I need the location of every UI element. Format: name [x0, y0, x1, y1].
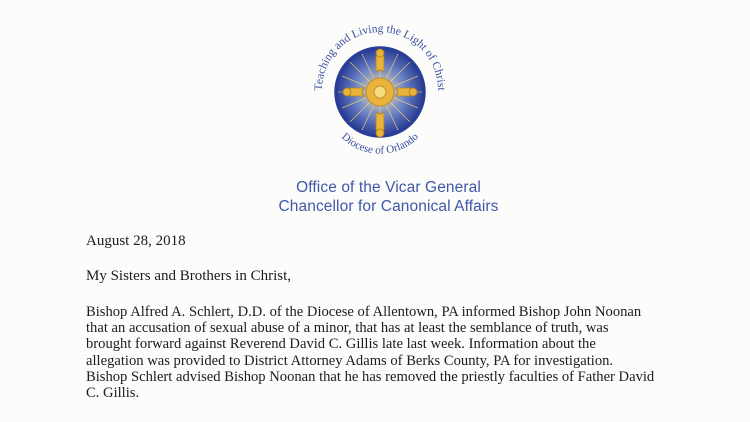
- seal-name: Diocese of Orlando: [339, 130, 421, 157]
- letterhead-chancellor: Chancellor for Canonical Affairs: [278, 198, 499, 215]
- diocese-seal-logo: [300, 8, 460, 168]
- paragraph-line: Bishop Alfred A. Schlert, D.D. of the Diocese of Allentown, PA informed Bishop John Noonan: [86, 304, 642, 320]
- letterhead-office: Office of the Vicar General: [296, 179, 481, 196]
- paragraph-line: that an accusation of sexual abuse of a minor, that has at least the semblance of truth, was: [86, 320, 609, 337]
- letterhead: [0, 178, 750, 216]
- letter-salutation: My Sisters and Brothers in Christ,: [86, 268, 291, 284]
- paragraph-line: Bishop Schlert advised Bishop Noonan that he has removed the priestly faculties of Father David: [86, 368, 655, 385]
- paragraph-line: C. Gillis.: [86, 385, 140, 402]
- letter-paragraph: [86, 304, 676, 401]
- letter-date: August 28, 2018: [86, 233, 186, 249]
- paragraph-line: allegation was provided to District Attorney Adams of Berks County, PA for investigation.: [86, 352, 614, 369]
- seal-motto: Teaching and Living the Light of Christ: [312, 22, 448, 91]
- paragraph-line: brought forward against Reverend David C. Gillis late last week. Information about the: [86, 336, 596, 353]
